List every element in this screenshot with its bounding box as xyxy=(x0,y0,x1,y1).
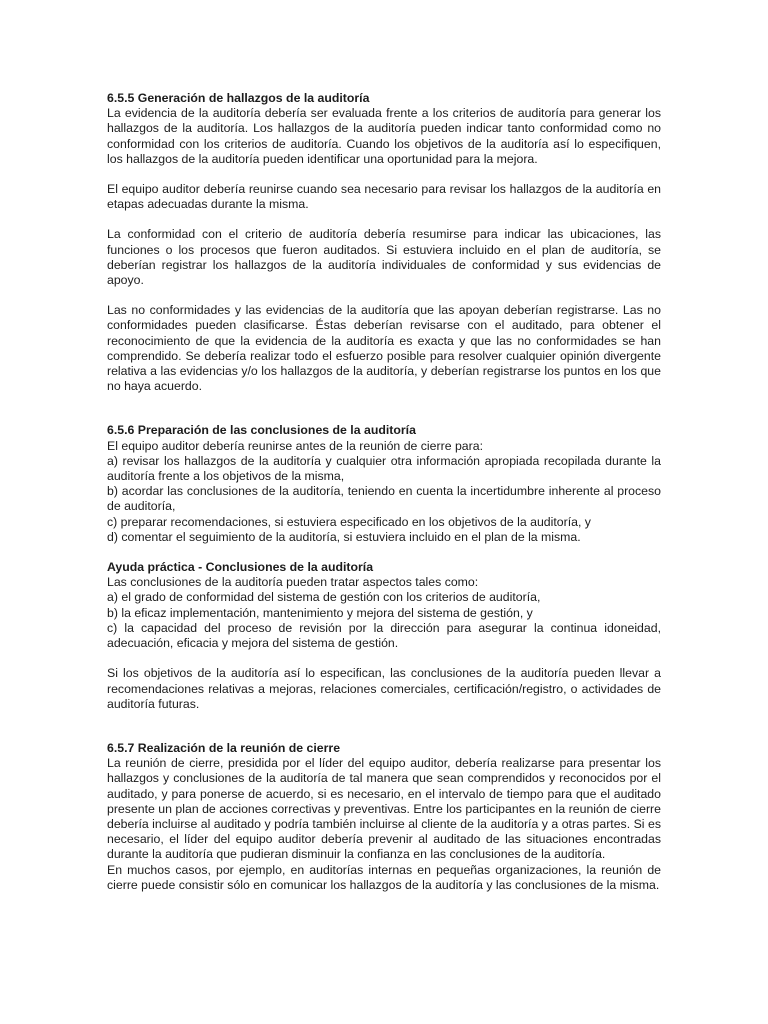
section-heading: Ayuda práctica - Conclusiones de la auditoría xyxy=(107,560,374,575)
paragraph: Si los objetivos de la auditoría así lo especifican, las conclusiones de la auditoría pueden llevar a recomendaciones relativas a mejoras, relaciones comerciales, certificación/registro, o actividades de auditoría futuras. xyxy=(107,666,661,711)
section-heading: 6.5.5 Generación de hallazgos de la auditoría xyxy=(107,91,370,105)
intro-text: Las conclusiones de la auditoría pueden tratar aspectos tales como: xyxy=(107,575,479,590)
paragraph: La conformidad con el criterio de auditoría debería resumirse para indicar las ubicaciones, las funciones o los procesos que fueron auditados. Si estuviera incluido en el plan de auditoría, se deberían registrar los hallazgos de la auditoría individuales de conformidad y sus evidencias de apoyo. xyxy=(107,227,661,288)
list-item: c) la capacidad del proceso de revisión por la dirección para asegurar la continua idoneidad, adecuación, eficacia y mejora del sistema de gestión. xyxy=(107,620,661,651)
intro-text: El equipo auditor debería reunirse antes de la reunión de cierre para: xyxy=(107,438,483,453)
list-item: b) acordar las conclusiones de la auditoría, teniendo en cuenta la incertidumbre inherente al proceso de auditoría, xyxy=(107,484,661,514)
list-item: b) la eficaz implementación, mantenimiento y mejora del sistema de gestión, y xyxy=(107,605,533,620)
section-6-5-5 xyxy=(107,91,661,394)
section-heading: 6.5.7 Realización de la reunión de cierre xyxy=(107,740,341,755)
list-item: c) preparar recomendaciones, si estuviera especificado en los objetivos de la auditoría, y xyxy=(107,514,591,529)
paragraph: La reunión de cierre, presidida por el líder del equipo auditor, debería realizarse para presentar los hallazgos y conclusiones de la auditoría de tal manera que sean comprendidos y reconocidos por el auditado, y para ponerse de acuerdo, si es necesario, en el intervalo de tiempo para que el auditado presente un plan de acciones correctivas y preventivas. Entre los participantes en la reunión de cierre debería incluirse al auditado y podría también incluirse al cliente de la auditoría y a otras partes. Si es necesario, el líder del equipo auditor debería prevenir al auditado de las situaciones encontradas durante la auditoría que pudieran disminuir la confianza en las conclusiones de la auditoría. xyxy=(107,756,661,862)
paragraph: El equipo auditor debería reunirse cuando sea necesario para revisar los hallazgos de la auditoría en etapas adecuadas durante la misma. xyxy=(107,182,661,212)
paragraph: En muchos casos, por ejemplo, en auditorías internas en pequeñas organizaciones, la reunión de cierre puede consistir sólo en comunicar los hallazgos de la auditoría y las conclusiones de la misma. xyxy=(107,862,661,892)
section-ayuda-practica xyxy=(107,560,661,712)
list-item: a) revisar los hallazgos de la auditoría y cualquier otra información apropiada recopilada durante la auditoría frente a los objetivos de la misma, xyxy=(107,453,661,484)
section-6-5-6 xyxy=(107,423,661,545)
list-item: a) el grado de conformidad del sistema de gestión con los criterios de auditoría, xyxy=(107,590,541,605)
paragraph: La evidencia de la auditoría debería ser evaluada frente a los criterios de auditoría para generar los hallazgos de la auditoría. Los hallazgos de la auditoría pueden indicar tanto conformidad como no conformidad con los criterios de auditoría. Cuando los objetivos de la auditoría así lo especifiquen, los hallazgos de la auditoría pueden identificar una oportunidad para la mejora. xyxy=(107,106,661,166)
list-item: d) comentar el seguimiento de la auditoría, si estuviera incluido en el plan de la misma. xyxy=(107,529,581,544)
section-6-5-7 xyxy=(107,741,661,893)
document-page xyxy=(107,91,661,893)
paragraph: Las no conformidades y las evidencias de la auditoría que las apoyan deberían registrarse. Las no conformidades pueden clasificarse. Éstas deberían revisarse con el auditado, para obtener el reconocimiento de que la evidencia de la auditoría es exacta y que las no conformidades se han comprendido. Se debería realizar todo el esfuerzo posible para resolver cualquier opinión divergente relativa a las evidencias y/o los hallazgos de la auditoría, y deberían registrarse los puntos en los que no haya acuerdo. xyxy=(107,303,661,394)
section-heading: 6.5.6 Preparación de las conclusiones de la auditoría xyxy=(107,423,416,438)
